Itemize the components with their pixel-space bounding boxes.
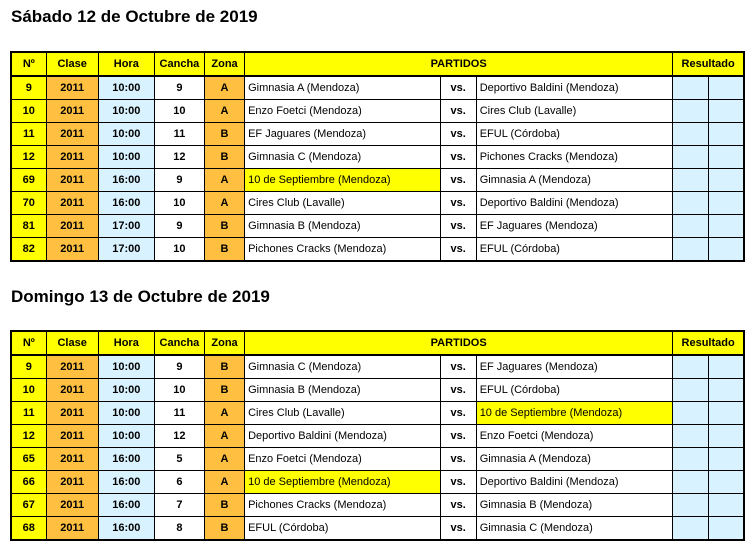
result-home-cell [673, 494, 709, 517]
vs-label: vs. [440, 169, 476, 192]
header-resultado: Resultado [673, 331, 744, 355]
match-number: 9 [11, 76, 46, 100]
match-row [11, 123, 744, 146]
vs-label: vs. [440, 76, 476, 100]
match-cancha: 8 [154, 517, 204, 541]
match-hora: 10:00 [98, 123, 154, 146]
match-number: 10 [11, 379, 46, 402]
result-home-cell [673, 379, 709, 402]
home-team: Gimnasia B (Mendoza) [245, 215, 441, 238]
result-away-cell [709, 425, 744, 448]
match-row [11, 448, 744, 471]
match-row [11, 379, 744, 402]
match-zona: B [204, 123, 244, 146]
header-cancha: Cancha [154, 331, 204, 355]
match-row [11, 169, 744, 192]
home-team: Deportivo Baldini (Mendoza) [245, 425, 441, 448]
away-team: Gimnasia A (Mendoza) [476, 448, 673, 471]
away-team: Gimnasia C (Mendoza) [476, 517, 673, 541]
match-cancha: 11 [154, 123, 204, 146]
vs-label: vs. [440, 494, 476, 517]
result-away-cell [709, 169, 744, 192]
home-team: EF Jaguares (Mendoza) [245, 123, 441, 146]
match-number: 69 [11, 169, 46, 192]
result-away-cell [709, 471, 744, 494]
result-home-cell [673, 76, 709, 100]
home-team: Cires Club (Lavalle) [245, 192, 441, 215]
match-hora: 17:00 [98, 215, 154, 238]
match-hora: 10:00 [98, 355, 154, 379]
away-team: EF Jaguares (Mendoza) [476, 215, 673, 238]
table-header-row [11, 331, 744, 355]
result-away-cell [709, 355, 744, 379]
match-row [11, 76, 744, 100]
match-cancha: 10 [154, 379, 204, 402]
result-home-cell [673, 169, 709, 192]
match-row [11, 471, 744, 494]
match-cancha: 9 [154, 169, 204, 192]
match-clase: 2011 [46, 215, 98, 238]
match-row [11, 355, 744, 379]
match-hora: 10:00 [98, 379, 154, 402]
result-home-cell [673, 146, 709, 169]
match-zona: B [204, 494, 244, 517]
vs-label: vs. [440, 402, 476, 425]
result-home-cell [673, 238, 709, 262]
match-zona: B [204, 215, 244, 238]
match-hora: 16:00 [98, 494, 154, 517]
match-clase: 2011 [46, 494, 98, 517]
day-title-sunday: Domingo 13 de Octubre de 2019 [11, 287, 270, 306]
result-away-cell [709, 448, 744, 471]
match-zona: B [204, 517, 244, 541]
vs-label: vs. [440, 100, 476, 123]
header-clase: Clase [46, 52, 98, 76]
away-team: Deportivo Baldini (Mendoza) [476, 192, 673, 215]
match-clase: 2011 [46, 192, 98, 215]
result-home-cell [673, 402, 709, 425]
match-hora: 16:00 [98, 448, 154, 471]
home-team: EFUL (Córdoba) [245, 517, 441, 541]
match-number: 10 [11, 100, 46, 123]
result-home-cell [673, 100, 709, 123]
vs-label: vs. [440, 215, 476, 238]
match-number: 9 [11, 355, 46, 379]
match-row [11, 215, 744, 238]
result-away-cell [709, 379, 744, 402]
match-zona: A [204, 192, 244, 215]
home-team: 10 de Septiembre (Mendoza) [245, 169, 441, 192]
vs-label: vs. [440, 192, 476, 215]
match-clase: 2011 [46, 169, 98, 192]
vs-label: vs. [440, 425, 476, 448]
result-home-cell [673, 471, 709, 494]
match-number: 65 [11, 448, 46, 471]
header-resultado: Resultado [673, 52, 744, 76]
result-home-cell [673, 123, 709, 146]
match-clase: 2011 [46, 355, 98, 379]
vs-label: vs. [440, 517, 476, 541]
match-clase: 2011 [46, 448, 98, 471]
match-hora: 10:00 [98, 402, 154, 425]
match-zona: A [204, 169, 244, 192]
match-clase: 2011 [46, 146, 98, 169]
match-row [11, 402, 744, 425]
home-team: Pichones Cracks (Mendoza) [245, 238, 441, 262]
away-team: Deportivo Baldini (Mendoza) [476, 76, 673, 100]
home-team: Gimnasia B (Mendoza) [245, 379, 441, 402]
match-number: 67 [11, 494, 46, 517]
match-hora: 16:00 [98, 169, 154, 192]
away-team: Deportivo Baldini (Mendoza) [476, 471, 673, 494]
away-team: EFUL (Córdoba) [476, 379, 673, 402]
header-cancha: Cancha [154, 52, 204, 76]
match-hora: 17:00 [98, 238, 154, 262]
match-cancha: 11 [154, 402, 204, 425]
match-cancha: 6 [154, 471, 204, 494]
home-team: Gimnasia C (Mendoza) [245, 355, 441, 379]
away-team: Enzo Foetci (Mendoza) [476, 425, 673, 448]
match-row [11, 238, 744, 262]
vs-label: vs. [440, 123, 476, 146]
vs-label: vs. [440, 471, 476, 494]
match-cancha: 5 [154, 448, 204, 471]
vs-label: vs. [440, 146, 476, 169]
vs-label: vs. [440, 355, 476, 379]
home-team: Enzo Foetci (Mendoza) [245, 448, 441, 471]
result-away-cell [709, 494, 744, 517]
home-team: Gimnasia A (Mendoza) [245, 76, 441, 100]
match-hora: 16:00 [98, 471, 154, 494]
match-row [11, 192, 744, 215]
result-home-cell [673, 192, 709, 215]
match-number: 12 [11, 146, 46, 169]
match-hora: 10:00 [98, 100, 154, 123]
away-team: EFUL (Córdoba) [476, 238, 673, 262]
table-header-row [11, 52, 744, 76]
match-row [11, 494, 744, 517]
match-number: 68 [11, 517, 46, 541]
result-away-cell [709, 123, 744, 146]
away-team: EFUL (Córdoba) [476, 123, 673, 146]
result-home-cell [673, 448, 709, 471]
match-cancha: 7 [154, 494, 204, 517]
match-cancha: 12 [154, 425, 204, 448]
match-hora: 16:00 [98, 517, 154, 541]
home-team: Gimnasia C (Mendoza) [245, 146, 441, 169]
match-clase: 2011 [46, 425, 98, 448]
day-title-saturday: Sábado 12 de Octubre de 2019 [11, 7, 258, 26]
match-number: 11 [11, 402, 46, 425]
away-team: Gimnasia B (Mendoza) [476, 494, 673, 517]
match-cancha: 9 [154, 215, 204, 238]
home-team: Cires Club (Lavalle) [245, 402, 441, 425]
result-away-cell [709, 192, 744, 215]
match-cancha: 10 [154, 100, 204, 123]
vs-label: vs. [440, 379, 476, 402]
vs-label: vs. [440, 238, 476, 262]
match-hora: 16:00 [98, 192, 154, 215]
header-hora: Hora [98, 331, 154, 355]
match-number: 12 [11, 425, 46, 448]
home-team: Pichones Cracks (Mendoza) [245, 494, 441, 517]
header-clase: Clase [46, 331, 98, 355]
result-away-cell [709, 76, 744, 100]
result-away-cell [709, 238, 744, 262]
match-clase: 2011 [46, 471, 98, 494]
match-row [11, 517, 744, 541]
match-clase: 2011 [46, 100, 98, 123]
result-away-cell [709, 100, 744, 123]
match-zona: A [204, 448, 244, 471]
header-partidos: PARTIDOS [245, 331, 673, 355]
schedule-table-sunday [10, 330, 745, 541]
match-row [11, 100, 744, 123]
header-zona: Zona [204, 331, 244, 355]
match-zona: A [204, 471, 244, 494]
match-zona: A [204, 76, 244, 100]
vs-label: vs. [440, 448, 476, 471]
match-cancha: 12 [154, 146, 204, 169]
match-zona: A [204, 100, 244, 123]
schedule-table-saturday [10, 51, 745, 262]
result-away-cell [709, 215, 744, 238]
match-number: 66 [11, 471, 46, 494]
match-cancha: 10 [154, 238, 204, 262]
match-clase: 2011 [46, 238, 98, 262]
match-zona: A [204, 425, 244, 448]
match-clase: 2011 [46, 76, 98, 100]
match-zona: B [204, 379, 244, 402]
result-home-cell [673, 517, 709, 541]
home-team: Enzo Foetci (Mendoza) [245, 100, 441, 123]
match-zona: B [204, 355, 244, 379]
match-number: 70 [11, 192, 46, 215]
match-cancha: 9 [154, 355, 204, 379]
away-team: EF Jaguares (Mendoza) [476, 355, 673, 379]
match-hora: 10:00 [98, 76, 154, 100]
header-zona: Zona [204, 52, 244, 76]
result-home-cell [673, 215, 709, 238]
result-home-cell [673, 355, 709, 379]
away-team: Cires Club (Lavalle) [476, 100, 673, 123]
header-partidos: PARTIDOS [245, 52, 673, 76]
match-clase: 2011 [46, 517, 98, 541]
home-team: 10 de Septiembre (Mendoza) [245, 471, 441, 494]
result-away-cell [709, 517, 744, 541]
match-zona: B [204, 146, 244, 169]
match-clase: 2011 [46, 379, 98, 402]
match-hora: 10:00 [98, 146, 154, 169]
match-hora: 10:00 [98, 425, 154, 448]
away-team: 10 de Septiembre (Mendoza) [476, 402, 673, 425]
result-home-cell [673, 425, 709, 448]
match-number: 11 [11, 123, 46, 146]
result-away-cell [709, 146, 744, 169]
header-hora: Hora [98, 52, 154, 76]
match-clase: 2011 [46, 123, 98, 146]
match-clase: 2011 [46, 402, 98, 425]
match-number: 82 [11, 238, 46, 262]
match-row [11, 146, 744, 169]
away-team: Pichones Cracks (Mendoza) [476, 146, 673, 169]
header-num: Nº [11, 52, 46, 76]
match-zona: B [204, 238, 244, 262]
away-team: Gimnasia A (Mendoza) [476, 169, 673, 192]
match-cancha: 9 [154, 76, 204, 100]
match-cancha: 10 [154, 192, 204, 215]
header-num: Nº [11, 331, 46, 355]
match-number: 81 [11, 215, 46, 238]
match-row [11, 425, 744, 448]
result-away-cell [709, 402, 744, 425]
match-zona: A [204, 402, 244, 425]
